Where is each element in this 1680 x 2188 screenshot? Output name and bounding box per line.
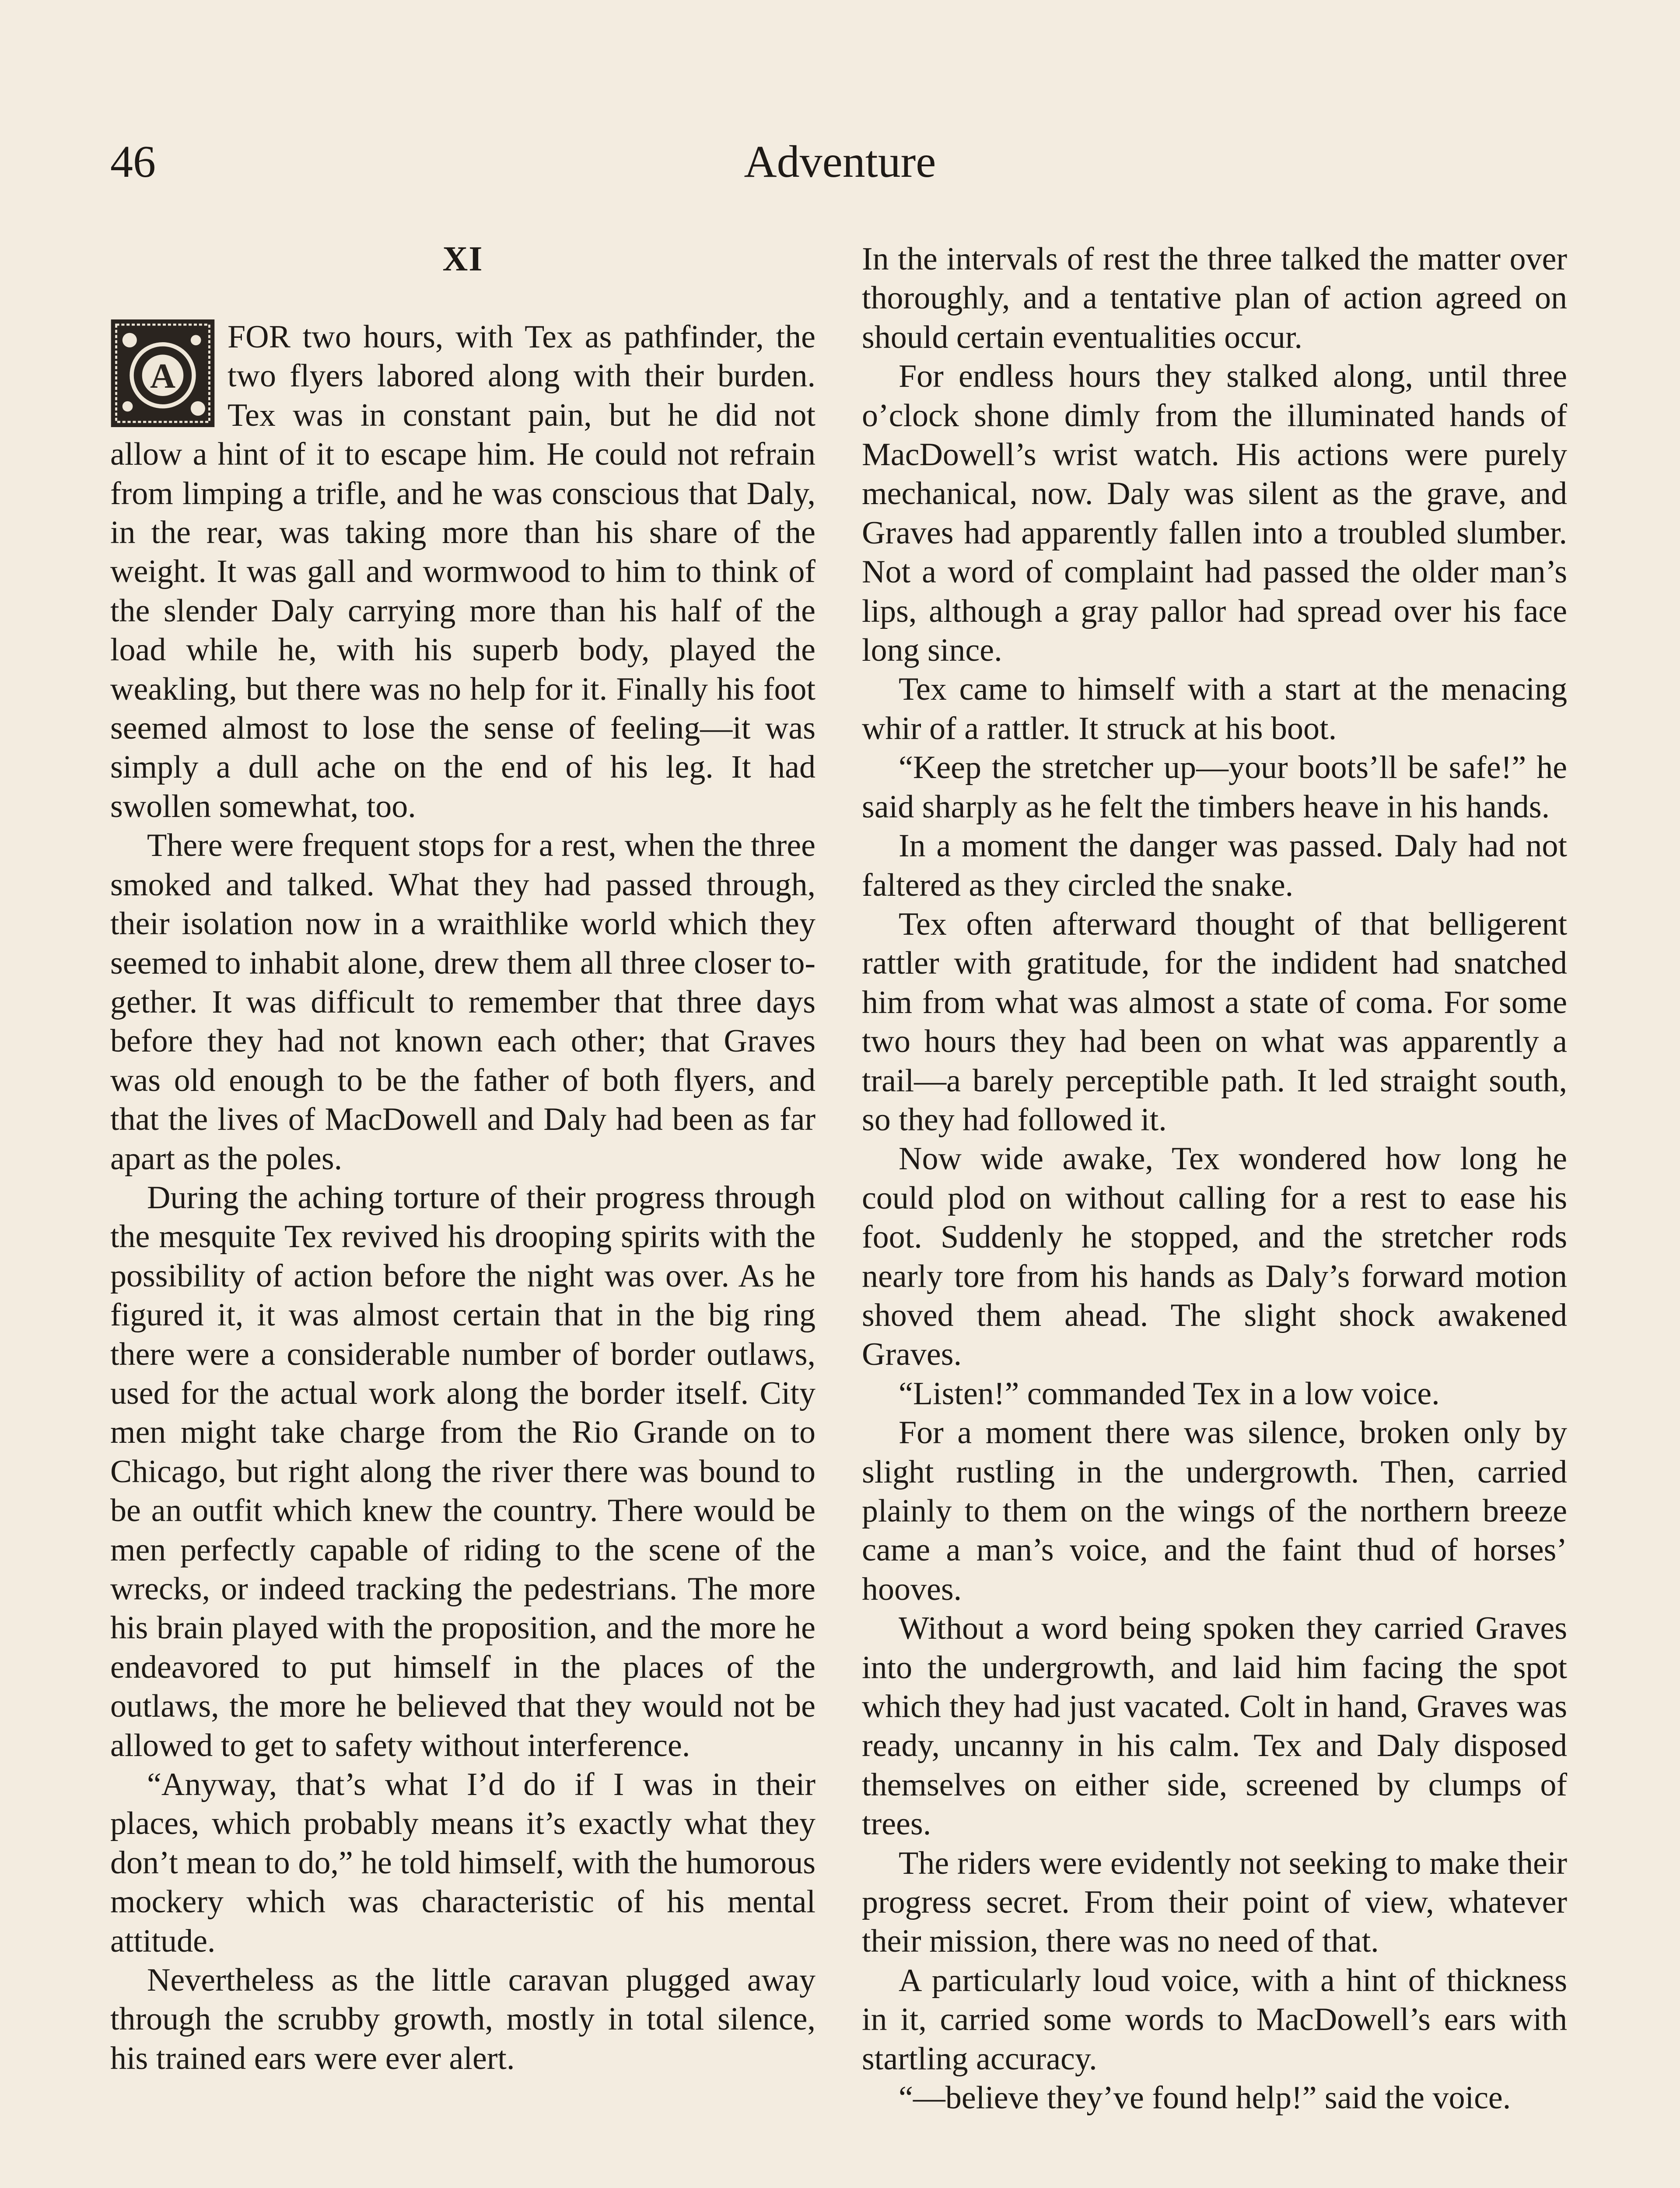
dropcap-letter: A xyxy=(150,357,176,396)
paragraph: During the aching torture of their progress through the mesquite Tex revived his drooping spirits with the possibility of action before the night was over. As he figured it, it was almost certain that in the big ring there were a considerable number of border outlaws, used for the actual work along the border itself. City men might take charge from the Rio Grande on to Chicago, but right along the river there was bound to be an outfit which knew the country. There would be men perfectly capable of riding to the scene of the wrecks, or indeed tracking the pedestrians. The more his brain played with the proposition, and the more he endeavored to put himself in the places of the outlaws, the more he believed that they would not be allowed to get to safety without interference. xyxy=(110,1179,816,1764)
paragraph: “Keep the stretcher up—your boots’ll be safe!” he said sharply as he felt the timbers heave in his hands. xyxy=(862,750,1567,825)
dropcap-ornament-icon xyxy=(110,319,215,427)
page-number: 46 xyxy=(110,137,156,187)
paragraph: Now wide awake, Tex wondered how long he could plod on without calling for a rest to ease his foot. Suddenly he stopped, and the stretcher rods nearly tore from his hands as Daly’s forward motion shoved them ahead. The slight shock awakened Graves. xyxy=(862,1141,1567,1373)
paragraph: There were frequent stops for a rest, when the three smoked and talked. What they had passed through, their isolation now in a wraithlike world which they seemed to inhabit alone, drew them all three closer together. It was difficult to remember that three days before they had not known each other; that Graves was old enough to be the father of both flyers, and that the lives of MacDowell and Daly had been as far apart as the poles. xyxy=(110,828,816,1177)
paragraph: For a moment there was silence, broken only by slight rustling in the undergrowth. Then, carried plainly to them on the wings of the northern breeze came a man’s voice, and the faint thud of horses’ hooves. xyxy=(862,1415,1567,1607)
paragraph: “Listen!” commanded Tex in a low voice. xyxy=(899,1375,1440,1412)
paragraph: The riders were evidently not seeking to make their progress secret. From their point of view, whatever their mission, there was no need of that. xyxy=(862,1845,1567,1960)
right-column xyxy=(862,240,1567,2118)
paragraph: In a moment the danger was passed. Daly had not faltered as they circled the snake. xyxy=(862,828,1567,903)
paragraph: “Anyway, that’s what I’d do if I was in their places, which probably means it’s exactly what they don’t mean to do,” he told himself, with the humorous mockery which was characteristic of his mental attitude. xyxy=(110,1767,816,1959)
paragraph: FOR two hours, with Tex as pathfinder, the two flyers labored along with their burden. Tex was in constant pain, but he did not allow a hint of it to escape him. He could not refrain from limping a trifle, and he was conscious that Daly, in the rear, was taking more than his share of the weight. It was gall and wormwood to him to think of the slender Daly carrying more than his half of the load while he, with his superb body, played the weakling, but there was no help for it. Finally his foot seemed almost to lose the sense of feeling—it was simply a dull ache on the end of his leg. It had swollen somewhat, too. xyxy=(110,319,816,824)
paragraph: Nevertheless as the little caravan plugged away through the scrubby growth, mostly in total silence, his trained ears were ever alert. xyxy=(110,1962,816,2076)
ornamental-dropcap xyxy=(110,319,215,427)
paragraph: “—believe they’ve found help!” said the voice. xyxy=(899,2080,1511,2116)
paragraph: In the intervals of rest the three talked the matter over thoroughly, and a tentative plan of action agreed on should certain eventualities occur. xyxy=(862,241,1567,355)
left-column xyxy=(110,240,816,2078)
section-heading: XI xyxy=(442,240,483,278)
paragraph: Tex came to himself with a start at the menacing whir of a rattler. It struck at his boot. xyxy=(862,671,1567,747)
paragraph: Without a word being spoken they carried Graves into the undergrowth, and laid him facing the spot which they had just vacated. Colt in hand, Graves was ready, uncanny in his calm. Tex and Daly disposed themselves on either side, screened by clumps of trees. xyxy=(862,1610,1567,1842)
paragraph: For endless hours they stalked along, until three o’clock shone dimly from the illuminated hands of MacDowell’s wrist watch. His actions were purely mechanical, now. Daly was silent as the grave, and Graves had apparently fallen into a troubled slumber. Not a word of complaint had passed the older man’s lips, although a gray pallor had spread over his face long since. xyxy=(862,358,1567,669)
paragraph: Tex often afterward thought of that belligerent rattler with gratitude, for the indident had snatched him from what was almost a state of coma. For some two hours they had been on what was apparently a trail—a barely perceptible path. It led straight south, so they had followed it. xyxy=(862,906,1567,1138)
paragraph: A particularly loud voice, with a hint of thickness in it, carried some words to MacDowell’s ears with startling accuracy. xyxy=(862,1962,1567,2077)
running-head: Adventure xyxy=(744,137,936,187)
